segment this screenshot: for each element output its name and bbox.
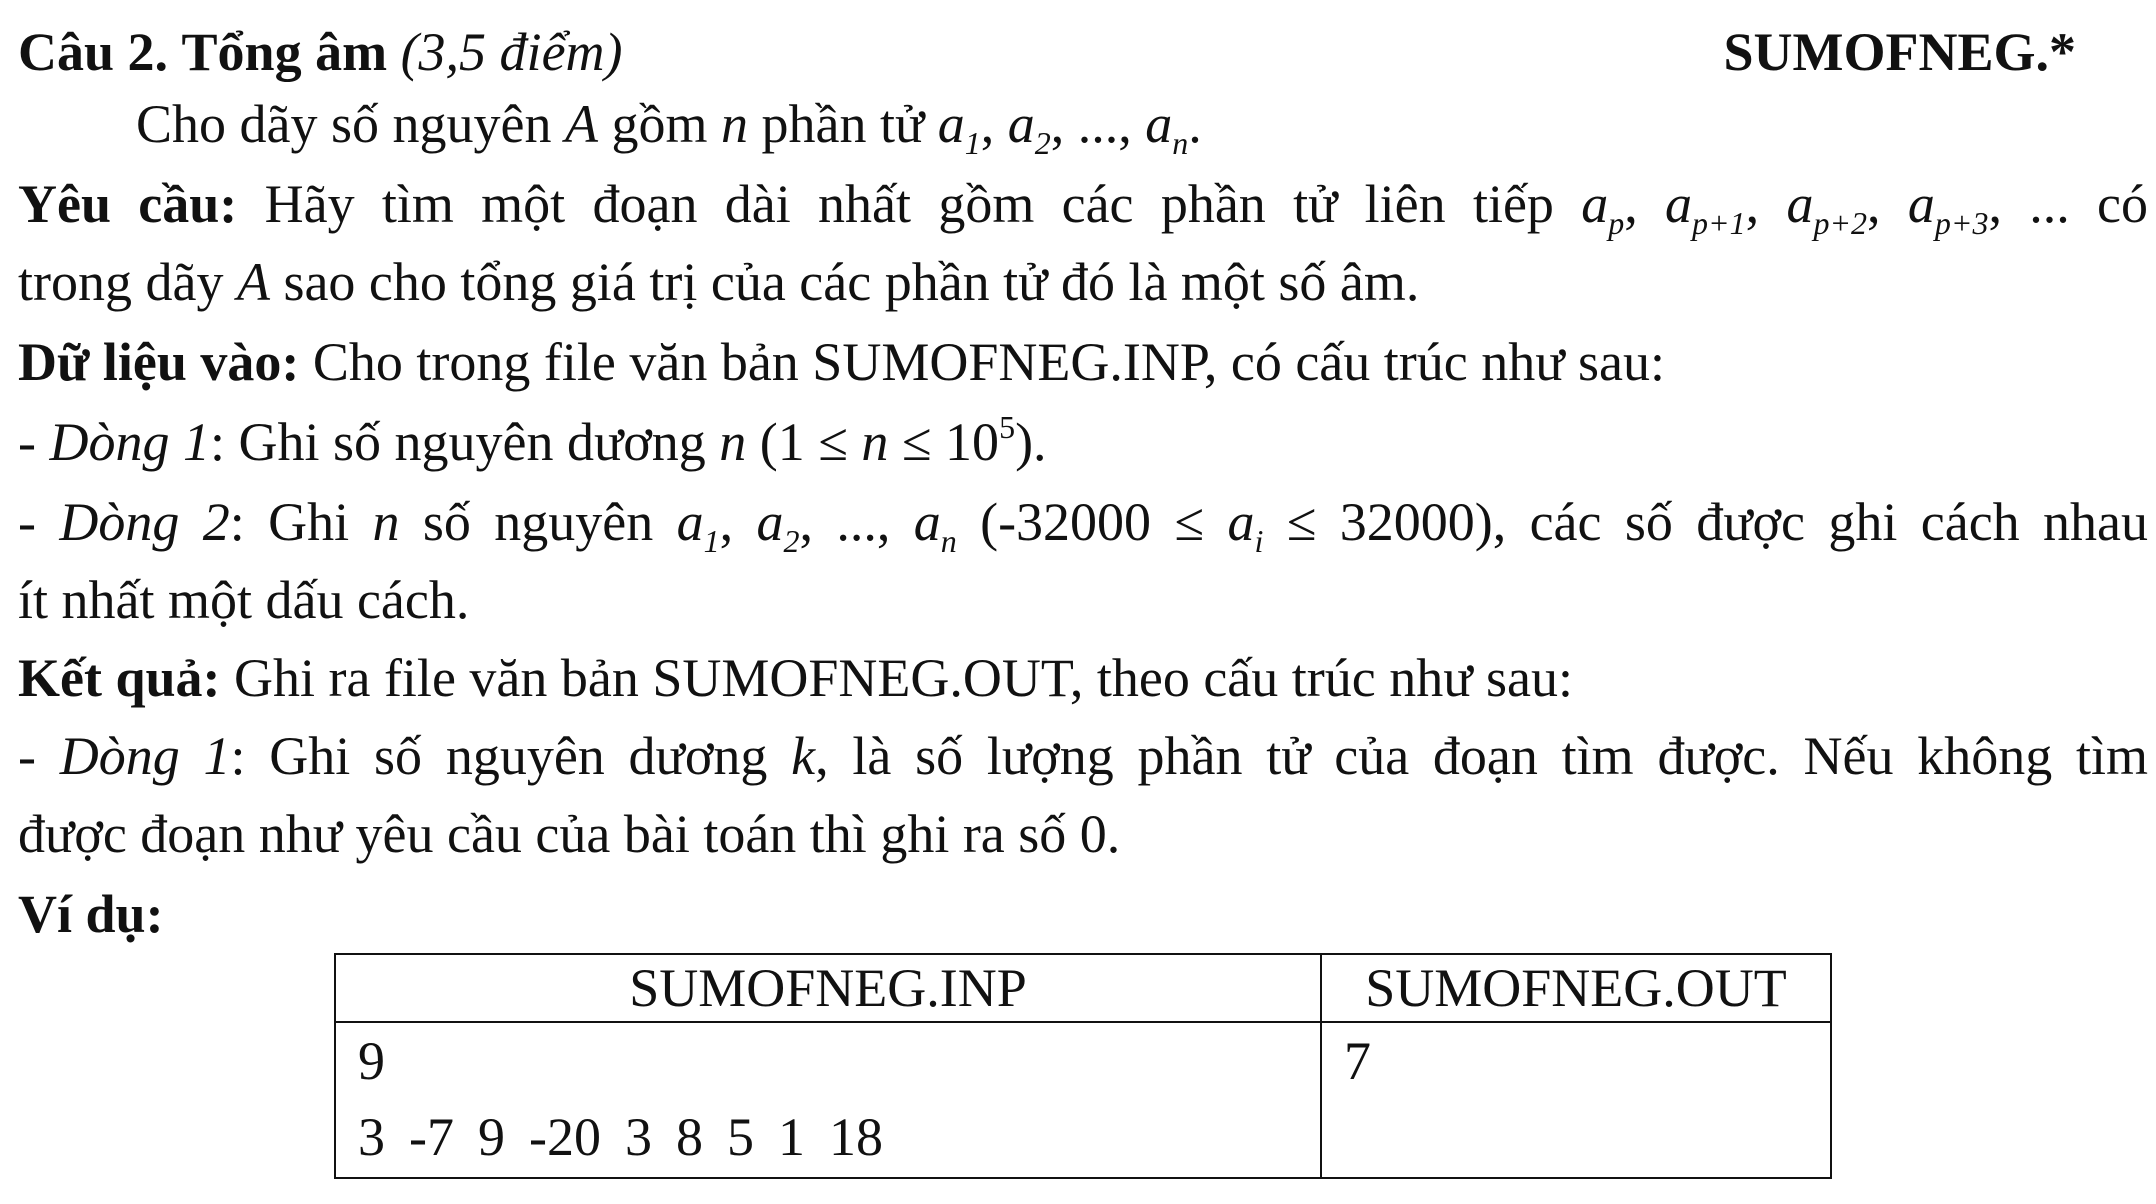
list-item: -7 [409, 1107, 454, 1167]
separator: , [1867, 174, 1908, 234]
question-label: Câu 2. [18, 22, 169, 82]
input-text: Cho trong file văn bản SUMOFNEG.INP, có cấu trúc như sau: [299, 332, 1665, 392]
subscript: n [1172, 125, 1189, 161]
question-title: Tổng âm [181, 22, 388, 82]
question-heading [18, 22, 623, 82]
exponent: 5 [999, 409, 1016, 445]
intro-text: Cho dãy số nguyên [136, 94, 565, 154]
var-n: n [720, 94, 748, 154]
var-k: k [791, 726, 816, 786]
example-table [334, 953, 1832, 1179]
subscript: 2 [783, 523, 800, 559]
intro-text: phần tử [747, 94, 938, 154]
table-header-row [335, 954, 1831, 1022]
subscript: p [1608, 205, 1625, 241]
output-line-1-cont [18, 804, 1120, 864]
output-text: Ghi ra file văn bản SUMOFNEG.OUT, theo cấu trúc như sau: [220, 648, 1573, 708]
bullet-dash: - [18, 412, 50, 472]
var-a: a [937, 94, 965, 154]
intro-text: gồm [597, 94, 721, 154]
subscript: p+1 [1692, 205, 1746, 241]
separator: , ..., [1050, 94, 1146, 154]
input-text: ). [1015, 412, 1047, 472]
var-a: a [1581, 174, 1609, 234]
var-a: a [676, 492, 704, 552]
output-line-1-value: 7 [1344, 1031, 1371, 1091]
list-item: 18 [828, 1107, 883, 1167]
subscript: i [1254, 523, 1264, 559]
var-a: a [1907, 174, 1935, 234]
var-n: n [372, 492, 400, 552]
list-item: 1 [777, 1107, 805, 1167]
intro-paragraph [136, 94, 1202, 161]
input-line-2-values [358, 1099, 1298, 1175]
list-item: 3 [624, 1107, 652, 1167]
requirement-text: Hãy tìm một đoạn dài nhất gồm các phần tử liên tiếp [237, 174, 1582, 234]
input-text: (1 ≤ [746, 412, 862, 472]
requirement-text: , ... có [1988, 174, 2149, 234]
output-line-1 [18, 726, 2148, 786]
subscript: p+3 [1934, 205, 1989, 241]
var-a: a [1145, 94, 1173, 154]
subscript: 1 [703, 523, 720, 559]
input-heading [18, 332, 1665, 392]
separator: . [1188, 94, 1202, 154]
input-text: số nguyên [399, 492, 677, 552]
list-item: 5 [726, 1107, 754, 1167]
line-label: Dòng 1 [49, 412, 210, 472]
input-text: ≤ 32000), các số được ghi cách nhau [1263, 492, 2149, 552]
subscript: p+2 [1813, 205, 1868, 241]
input-text: ít nhất một dấu cách. [18, 570, 470, 630]
question-points: (3,5 điểm) [400, 22, 623, 82]
output-cell [1321, 1022, 1831, 1178]
table-header-input: SUMOFNEG.INP [335, 954, 1321, 1022]
list-item: 3 [358, 1107, 385, 1167]
input-line-1-value: 9 [358, 1031, 385, 1091]
input-text: ≤ 10 [888, 412, 1000, 472]
var-a: a [1007, 94, 1035, 154]
requirement-text: trong dãy [18, 252, 237, 312]
input-text: : Ghi số nguyên dương [209, 412, 720, 472]
input-text: (-32000 ≤ [956, 492, 1228, 552]
table-row [335, 1022, 1831, 1178]
example-label: Ví dụ: [18, 884, 164, 944]
output-text: , là số lượng phần tử của đoạn tìm được. Nếu không tìm [815, 726, 2148, 786]
var-a: a [756, 492, 784, 552]
requirement-label: Yêu cầu: [18, 174, 238, 234]
output-text: : Ghi số nguyên dương [230, 726, 792, 786]
table-header-output: SUMOFNEG.OUT [1321, 954, 1831, 1022]
separator: , [719, 492, 757, 552]
input-line-2-cont [18, 570, 469, 630]
list-item: 9 [477, 1107, 505, 1167]
problem-code: SUMOFNEG.* [1723, 22, 2076, 82]
bullet-dash: - [18, 492, 60, 552]
var-a: a [913, 492, 941, 552]
line-label: Dòng 1 [59, 726, 231, 786]
var-a: a [1227, 492, 1255, 552]
subscript: 2 [1034, 125, 1051, 161]
subscript: n [940, 523, 957, 559]
var-n: n [861, 412, 889, 472]
bullet-dash: - [18, 726, 60, 786]
var-A: A [236, 252, 270, 312]
input-cell [335, 1022, 1321, 1178]
var-a: a [1665, 174, 1693, 234]
output-label: Kết quả: [18, 648, 221, 708]
requirement-text: sao cho tổng giá trị của các phần tử đó là một số âm. [269, 252, 1420, 312]
subscript: 1 [964, 125, 981, 161]
input-label: Dữ liệu vào: [18, 332, 300, 392]
input-line-2 [18, 492, 2149, 559]
separator: , [1624, 174, 1666, 234]
requirement-line-1 [18, 174, 2149, 241]
var-n: n [719, 412, 747, 472]
input-text: : Ghi [229, 492, 373, 552]
var-A: A [564, 94, 598, 154]
output-text: được đoạn như yêu cầu của bài toán thì ghi ra số 0. [18, 804, 1121, 864]
var-a: a [1786, 174, 1814, 234]
output-heading [18, 648, 1573, 708]
list-item: 8 [675, 1107, 703, 1167]
list-item: -20 [528, 1107, 601, 1167]
separator: , [1745, 174, 1787, 234]
requirement-line-2 [18, 252, 1419, 312]
input-line-1 [18, 409, 1047, 472]
separator: , [980, 94, 1008, 154]
separator: , ..., [799, 492, 914, 552]
line-label: Dòng 2 [59, 492, 230, 552]
